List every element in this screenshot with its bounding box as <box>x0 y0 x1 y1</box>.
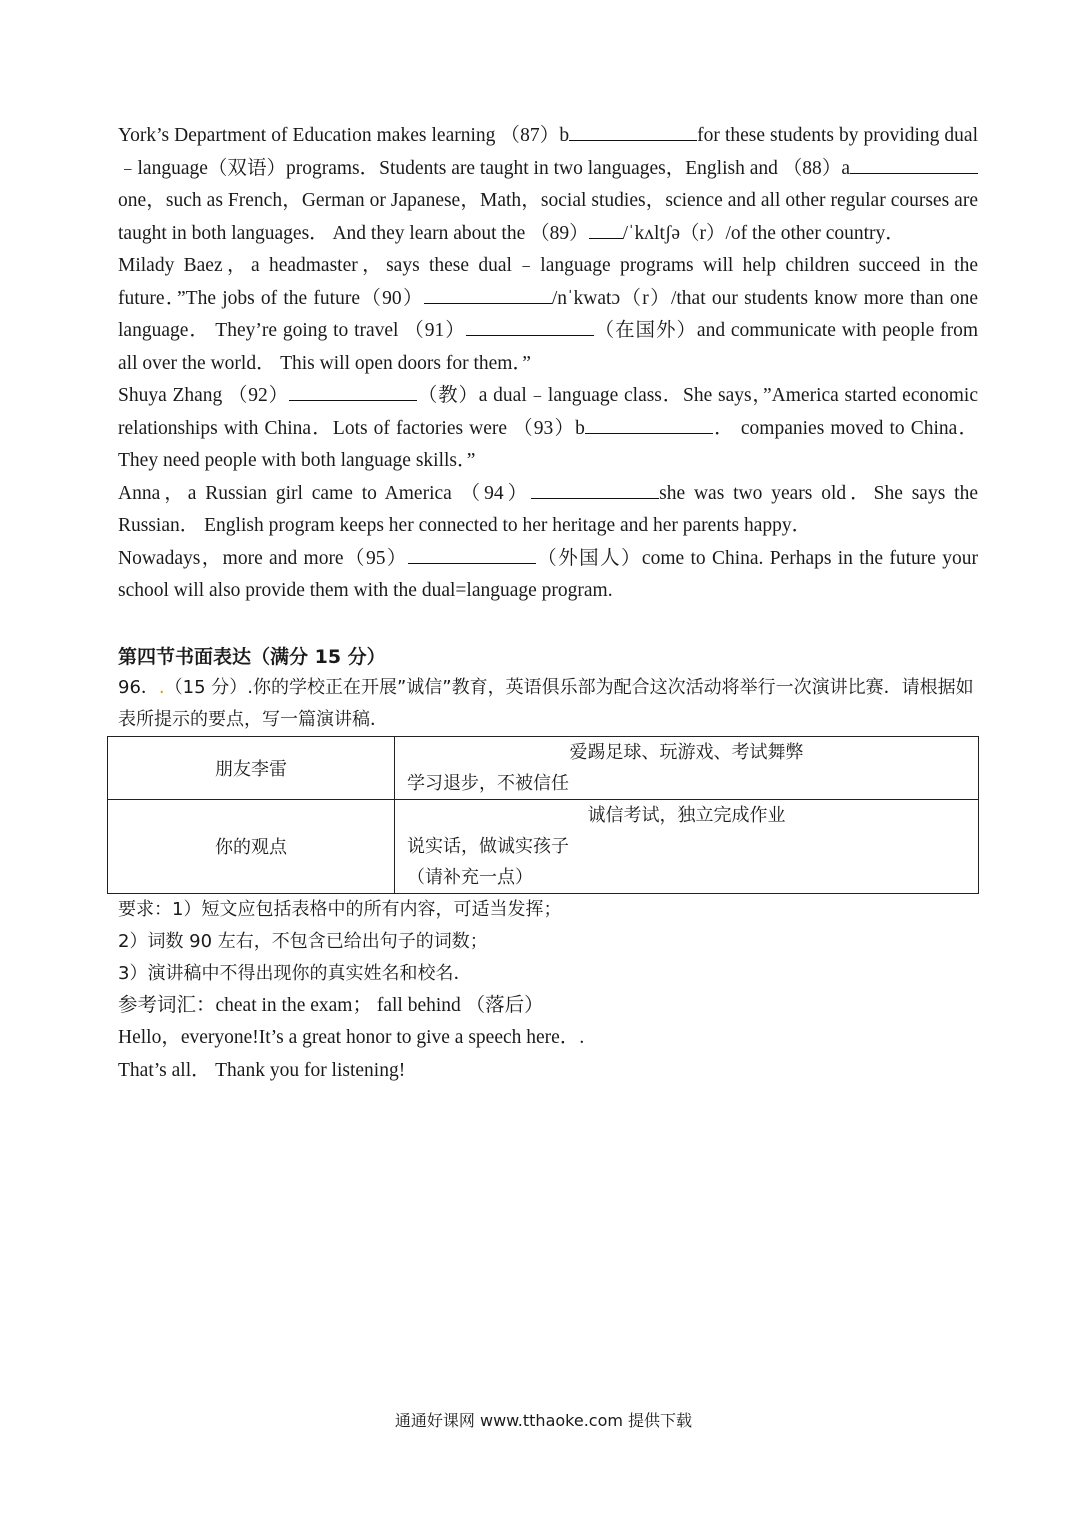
passage-text: Milady Baez，a headmaster，says these dual﹣language programs will help children succeed in the future．”The jobs of the future（90） <box>118 255 978 309</box>
question-number: 96． <box>118 676 159 698</box>
table-row-content <box>395 799 979 893</box>
passage-text: /nˈkwatɔ（r）/that our students know more than one language． They’re going to travel （91） <box>118 287 978 341</box>
reference-vocab: 参考词汇：cheat in the exam； fall behind （落后） <box>118 994 544 1016</box>
answer-blank-92[interactable] <box>289 382 417 401</box>
answer-blank-91[interactable] <box>466 317 594 336</box>
requirement-3: 3）演讲稿中不得出现你的真实姓名和校名． <box>118 962 472 984</box>
table-line: 诚信考试，独立完成作业 <box>587 804 786 826</box>
passage-text: （教）a dual﹣language class．She says，”America started economic relationships with China．Lots of factories were （93）b <box>118 385 978 439</box>
passage-text: （外国人）come to China. Perhaps in the future your school will also provide them with the dual=language program. <box>118 547 978 601</box>
page-footer: 通通好课网 www.tthaoke.com 提供下载 <box>394 1411 693 1430</box>
requirement-1: 要求：1）短文应包括表格中的所有内容，可适当发挥； <box>118 898 562 920</box>
answer-blank-88[interactable] <box>850 155 978 174</box>
passage-text: she was two years old．She says the Russian． English program keeps her connected to her heritage and her parents happy． <box>118 482 978 536</box>
passage-paragraph-3 <box>118 380 978 478</box>
requirement-2: 2）词数 90 左右，不包含已给出句子的词数； <box>118 930 488 952</box>
passage-text: /ˈkʌltʃə（r）/of the other country． <box>622 222 905 244</box>
table-row-label: 你的观点 <box>108 799 395 893</box>
answer-blank-95[interactable] <box>408 545 536 564</box>
speech-closing: That’s all． Thank you for listening! <box>118 1059 406 1081</box>
passage-text: York’s Department of Education makes learning （87）b <box>118 125 570 146</box>
speech-opening: Hello，everyone!It’s a great honor to give a speech here．. <box>118 1027 585 1048</box>
table-row-label: 朋友李雷 <box>108 736 395 799</box>
question-96 <box>118 672 978 736</box>
page-content <box>118 120 978 1087</box>
passage-text: ． companies moved to China． They need people with both language skills．” <box>118 417 978 471</box>
passage-text: Shuya Zhang （92） <box>118 385 289 406</box>
answer-blank-90[interactable] <box>424 285 552 304</box>
passage-paragraph-1 <box>118 120 978 250</box>
passage-paragraph-5 <box>118 543 978 608</box>
passage-text: one，such as French，German or Japanese，Math，social studies，science and all other regular courses are taught in both languages． And they learn about the （89） <box>118 190 978 244</box>
table-line: （请补充一点） <box>407 866 533 888</box>
table-row-content <box>395 736 979 799</box>
table-row <box>108 736 979 799</box>
passage-text: for these students by providing dual﹣language（双语）programs．Students are taught in two languages，English and （88）a <box>118 125 978 179</box>
table-line: 说实话，做诚实孩子 <box>407 835 569 857</box>
passage-text: （在国外）and communicate with people from all over the world． This will open doors for them．” <box>118 320 978 374</box>
table-row <box>108 799 979 893</box>
answer-blank-87[interactable] <box>569 122 697 141</box>
answer-blank-89[interactable] <box>589 220 623 239</box>
marker-dot: . <box>158 676 165 698</box>
answer-blank-94[interactable] <box>531 480 659 499</box>
prompt-table <box>107 736 979 894</box>
table-line: 爱踢足球、玩游戏、考试舞弊 <box>569 741 804 763</box>
section-title: 第四节书面表达（满分 15 分） <box>118 645 386 668</box>
passage-paragraph-2 <box>118 250 978 380</box>
question-text: （15 分）.你的学校正在开展”诚信”教育，英语俱乐部为配合这次活动将举行一次演讲比赛．请根据如表所提示的要点，写一篇演讲稿． <box>118 676 974 730</box>
passage-text: Anna，a Russian girl came to America （94） <box>118 482 532 504</box>
passage-text: Nowadays，more and more（95） <box>118 547 408 569</box>
table-line: 学习退步，不被信任 <box>407 772 569 794</box>
passage-paragraph-4 <box>118 478 978 543</box>
answer-blank-93[interactable] <box>585 415 713 434</box>
